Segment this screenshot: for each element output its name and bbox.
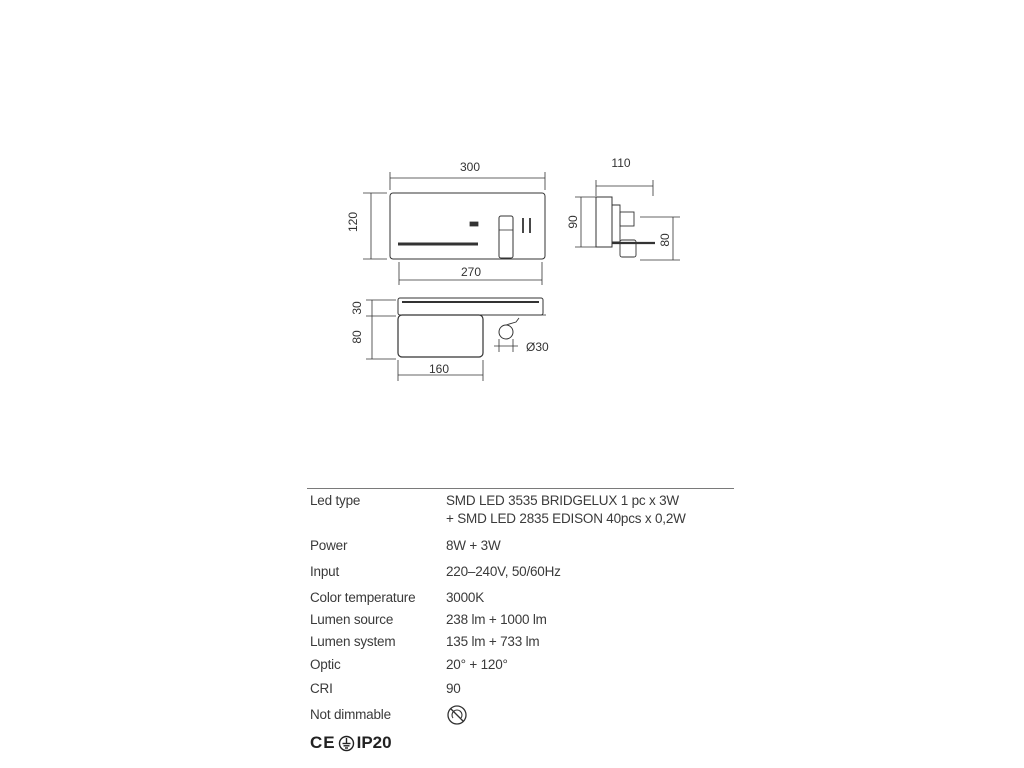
spec-label: Led type bbox=[310, 493, 361, 508]
spec-label: Power bbox=[310, 538, 348, 553]
spec-value bbox=[446, 706, 468, 731]
front-view bbox=[363, 172, 545, 285]
spec-value-line: SMD LED 3535 BRIDGELUX 1 pc x 3W bbox=[446, 493, 679, 508]
spec-label: Lumen source bbox=[310, 612, 394, 627]
dim-top-diameter: Ø30 bbox=[526, 340, 549, 354]
dim-side-depth: 110 bbox=[611, 156, 631, 170]
spec-value: 135 lm + 733 lm bbox=[446, 634, 540, 649]
dim-top-width: 160 bbox=[428, 362, 450, 376]
dim-front-height: 120 bbox=[346, 211, 360, 233]
certification-marks bbox=[310, 733, 392, 753]
spec-divider bbox=[307, 488, 734, 489]
dim-side-height-right: 80 bbox=[658, 233, 672, 247]
dim-front-inner-width: 270 bbox=[460, 265, 482, 279]
dim-side-height-left: 90 bbox=[566, 215, 580, 229]
spec-label: Color temperature bbox=[310, 590, 416, 605]
side-view bbox=[575, 180, 680, 260]
spec-label: Optic bbox=[310, 657, 341, 672]
ce-mark: CE bbox=[310, 733, 336, 752]
top-view bbox=[366, 298, 546, 381]
spec-value-line: + SMD LED 2835 EDISON 40pcs x 0,2W bbox=[446, 511, 686, 526]
dim-top-80: 80 bbox=[350, 330, 364, 344]
spec-value: 3000K bbox=[446, 590, 485, 605]
spec-value: 20° + 120° bbox=[446, 657, 508, 672]
spec-label: CRI bbox=[310, 681, 333, 696]
spec-value: 238 lm + 1000 lm bbox=[446, 612, 547, 627]
ip-rating: IP20 bbox=[356, 733, 392, 752]
spec-label: Not dimmable bbox=[310, 707, 391, 722]
spec-value bbox=[446, 492, 686, 528]
dim-top-30: 30 bbox=[350, 301, 364, 315]
protective-earth-icon bbox=[338, 735, 355, 752]
spec-value: 220–240V, 50/60Hz bbox=[446, 564, 561, 579]
spec-label: Lumen system bbox=[310, 634, 396, 649]
spec-value: 90 bbox=[446, 681, 461, 696]
not-dimmable-icon bbox=[446, 704, 468, 726]
spec-value: 8W + 3W bbox=[446, 538, 501, 553]
spec-label: Input bbox=[310, 564, 340, 579]
dim-front-width: 300 bbox=[459, 160, 481, 174]
